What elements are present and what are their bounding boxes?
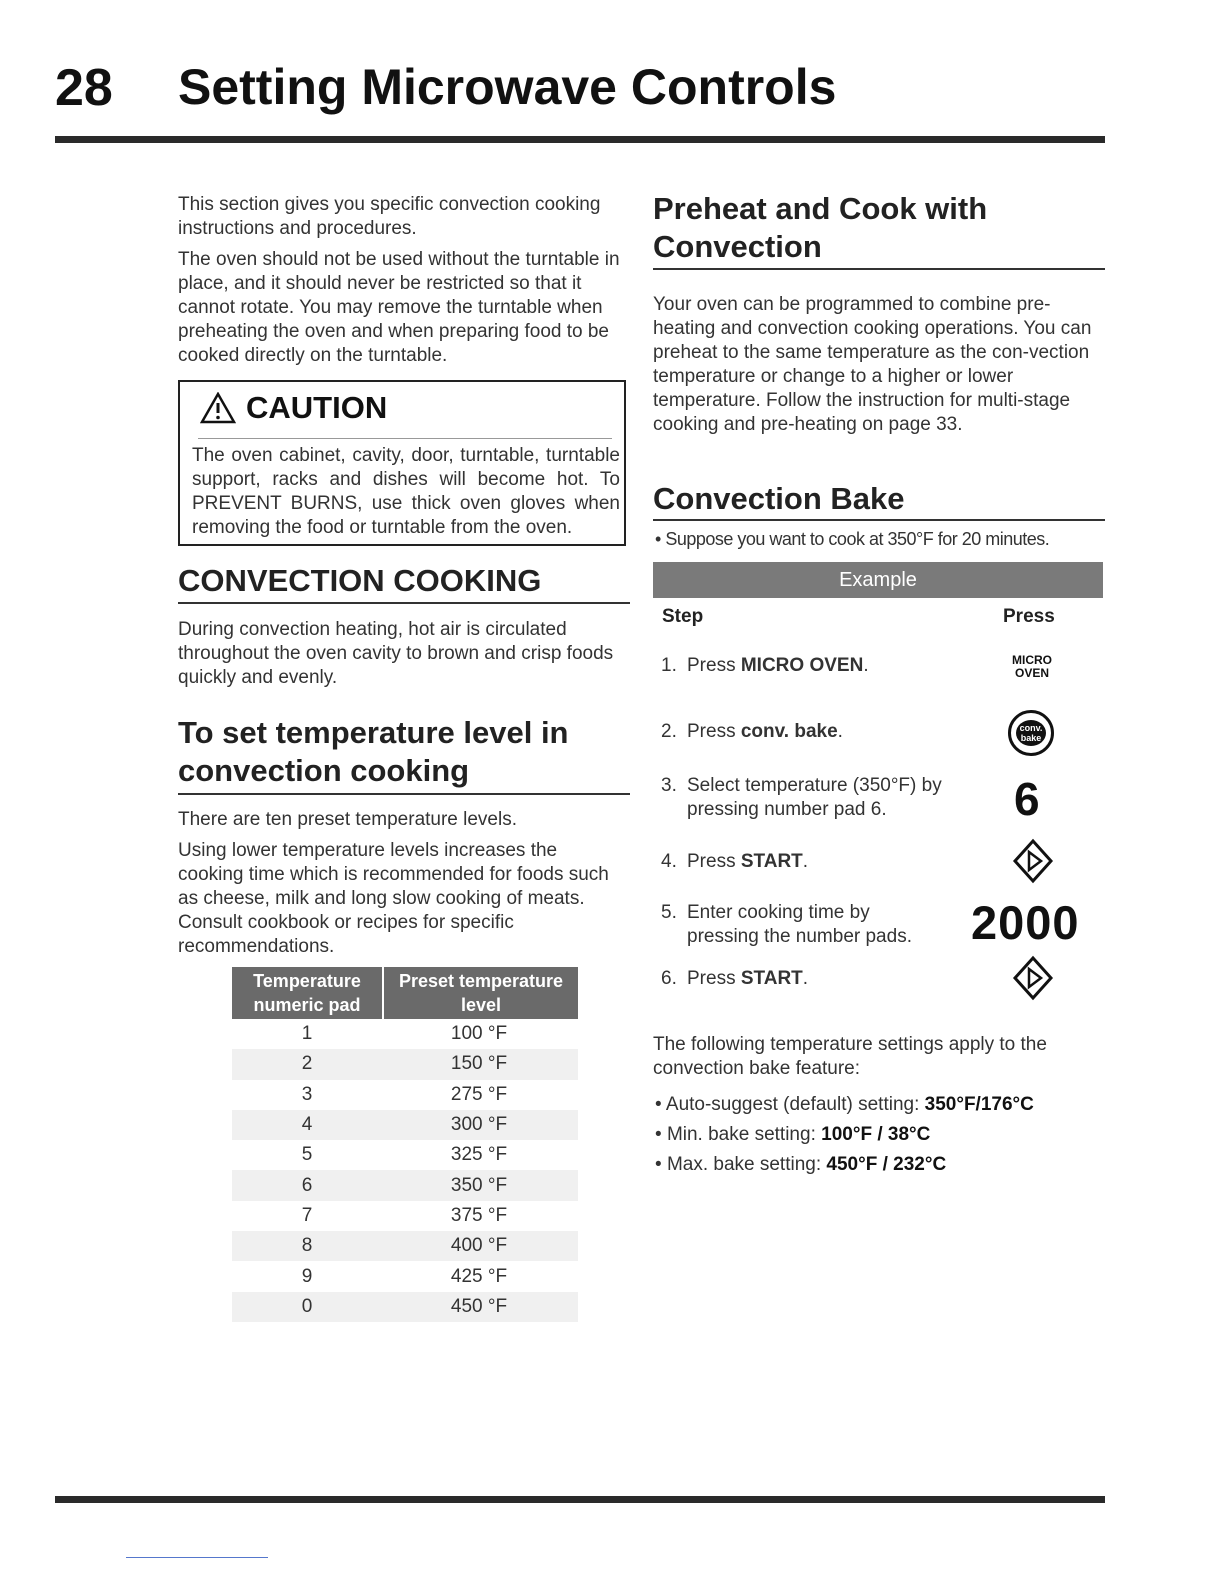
step-text: Press: [687, 721, 741, 742]
table-row: [232, 1201, 578, 1231]
step-text: Enter cooking time by pressing the number pads.: [687, 902, 912, 947]
header-rule: [55, 136, 1105, 143]
table-cell-temp: 100 °F: [450, 1023, 508, 1045]
conv-bake-key-line1: conv.: [1019, 723, 1043, 733]
convection-bake-rule: [653, 519, 1105, 521]
table-cell-temp: 375 °F: [450, 1204, 508, 1226]
table-cell-temp: 450 °F: [450, 1295, 508, 1317]
table-header-level: Preset temperature level: [398, 971, 564, 1015]
step-text-end: .: [802, 851, 809, 872]
table-row: [232, 1231, 578, 1261]
table-cell-pad: 2: [301, 1053, 313, 1075]
step-2: [661, 720, 961, 744]
convection-bake-bullet: • Suppose you want to cook at 350°F for 20 minutes.: [655, 529, 1050, 549]
table-row: [232, 1140, 578, 1170]
step-key: conv. bake: [740, 721, 838, 742]
conv-bake-key-icon: [1008, 710, 1054, 756]
start-key-icon: [1012, 838, 1054, 884]
caution-divider: [198, 438, 612, 439]
step-6: [661, 967, 961, 991]
press-column-header: Press: [1003, 606, 1055, 627]
footer-line: [126, 1557, 268, 1558]
list-item: • Max. bake setting: 450°F / 232°C: [655, 1154, 947, 1175]
convection-bake-heading: Convection Bake: [653, 481, 905, 516]
table-row: [232, 1110, 578, 1140]
step-text: Press: [687, 968, 741, 989]
cooking-time-digits: 2000: [971, 896, 1080, 949]
table-cell-pad: 6: [301, 1174, 313, 1196]
table-row: [232, 1292, 578, 1322]
table-row: [232, 1261, 578, 1291]
setting-label: Auto-suggest (default) setting:: [665, 1094, 925, 1115]
preheat-heading: Preheat and Cook with Convection: [653, 191, 988, 264]
table-cell-temp: 150 °F: [450, 1053, 508, 1075]
setting-value: 350°F/176°C: [924, 1094, 1034, 1115]
step-column-header: Step: [662, 606, 704, 627]
table-cell-temp: 325 °F: [450, 1144, 508, 1166]
step-key: MICRO OVEN: [740, 655, 864, 676]
table-cell-pad: 9: [301, 1265, 313, 1287]
convection-cooking-rule: [178, 602, 630, 604]
table-cell-temp: 300 °F: [450, 1114, 508, 1136]
micro-oven-key-icon: [1010, 654, 1054, 680]
step-key: START: [740, 968, 803, 989]
table-row: [232, 1019, 578, 1049]
page-title: Setting Microwave Controls: [178, 59, 837, 115]
temperature-table: [232, 967, 578, 1322]
step-number: 2.: [661, 721, 677, 742]
table-cell-pad: 1: [301, 1023, 313, 1045]
table-row: [232, 1049, 578, 1079]
caution-box: [178, 380, 626, 546]
setting-value: 100°F / 38°C: [821, 1124, 931, 1145]
intro-paragraph-2: The oven should not be used without the turntable in place, and it should never be restricted so that it cannot rotate. You may remove the turntable when preheating the oven and when preparing food to be cooked directly on the turntable.: [178, 249, 620, 366]
step-4: [661, 850, 961, 874]
step-number: 5.: [661, 902, 677, 923]
convection-cooking-text: During convection heating, hot air is circulated throughout the oven cavity to brown and crisp foods quickly and evenly.: [178, 619, 614, 688]
list-item: • Auto-suggest (default) setting: 350°F/176°C: [655, 1094, 1034, 1115]
table-cell-temp: 275 °F: [450, 1083, 508, 1105]
step-3: [661, 774, 961, 822]
caution-heading: [200, 390, 387, 426]
step-key: START: [740, 851, 803, 872]
conv-bake-key-line2: bake: [1020, 733, 1042, 743]
step-number: 4.: [661, 851, 677, 872]
table-cell-pad: 7: [301, 1204, 313, 1226]
warning-triangle-icon: [200, 392, 236, 424]
table-cell-pad: 5: [301, 1144, 313, 1166]
list-item: • Min. bake setting: 100°F / 38°C: [655, 1124, 931, 1145]
step-1: [661, 654, 961, 678]
step-text-end: .: [863, 655, 869, 676]
preheat-rule: [653, 268, 1105, 270]
temperature-level-text: [178, 808, 618, 959]
step-number: 3.: [661, 775, 677, 796]
table-cell-pad: 8: [301, 1235, 313, 1257]
table-header: [232, 967, 578, 1019]
table-cell-pad: 0: [301, 1295, 313, 1317]
micro-oven-key-line1: MICRO: [1012, 653, 1052, 667]
step-number: 6.: [661, 968, 677, 989]
step-text-end: .: [837, 721, 843, 742]
table-header-pad: Temperature numeric pad: [232, 967, 384, 1019]
caution-text: The oven cabinet, cavity, door, turntable, turntable support, racks and dishes will become hot. To PREVENT BURNS, use thick oven gloves when removing the food or turntable from the oven.: [192, 445, 620, 538]
intro-section: [178, 193, 633, 368]
temperature-level-paragraph-2: Using lower temperature levels increases the cooking time which is recommended for foods such as cheese, milk and long slow cooking of meats. Consult cookbook or recipes for specific recommendations.: [178, 840, 609, 957]
settings-intro: The following temperature settings apply to the convection bake feature:: [653, 1034, 1047, 1079]
footer-rule: [55, 1496, 1105, 1503]
conv-bake-key-face: [1016, 720, 1046, 746]
temperature-level-heading: To set temperature level in convection cooking: [178, 715, 569, 788]
convection-cooking-heading: CONVECTION COOKING: [178, 563, 542, 598]
temperature-level-paragraph-1: There are ten preset temperature levels.: [178, 809, 518, 830]
setting-value: 450°F / 232°C: [826, 1154, 947, 1175]
table-cell-temp: 425 °F: [450, 1265, 508, 1287]
intro-paragraph-1: This section gives you specific convection cooking instructions and procedures.: [178, 194, 601, 239]
step-number: 1.: [661, 655, 677, 676]
example-bar: Example: [653, 562, 1103, 598]
table-row: [232, 1080, 578, 1110]
table-row: [232, 1170, 578, 1200]
page-number: 28: [55, 59, 113, 117]
temperature-level-rule: [178, 793, 630, 795]
table-cell-pad: 4: [301, 1114, 313, 1136]
step-text: Press: [687, 655, 741, 676]
start-key-icon: [1012, 955, 1054, 1001]
table-cell-temp: 350 °F: [450, 1174, 508, 1196]
micro-oven-key-line2: OVEN: [1014, 666, 1049, 680]
settings-list: [655, 1090, 1105, 1180]
step-text-end: .: [802, 968, 809, 989]
number-pad-6-icon: 6: [1014, 773, 1040, 825]
step-5: [661, 901, 961, 949]
step-text: Select temperature (350°F) by pressing number pad 6.: [687, 775, 942, 820]
step-text: Press: [687, 851, 741, 872]
caution-label: CAUTION: [246, 390, 388, 425]
table-cell-pad: 3: [301, 1083, 313, 1105]
preheat-text: Your oven can be programmed to combine pre-heating and convection cooking operations. You can preheat to the same temperature as the con-vection temperature or change to a higher or lower temperature. Follow the instruction for multi-stage cooking and pre-heating on page 33.: [653, 294, 1092, 435]
convection-bake-bullet-text: Suppose you want to cook at 350°F for 20 minutes.: [665, 529, 1050, 549]
setting-label: Max. bake setting:: [666, 1154, 827, 1175]
setting-label: Min. bake setting:: [666, 1124, 822, 1145]
table-cell-temp: 400 °F: [450, 1235, 508, 1257]
